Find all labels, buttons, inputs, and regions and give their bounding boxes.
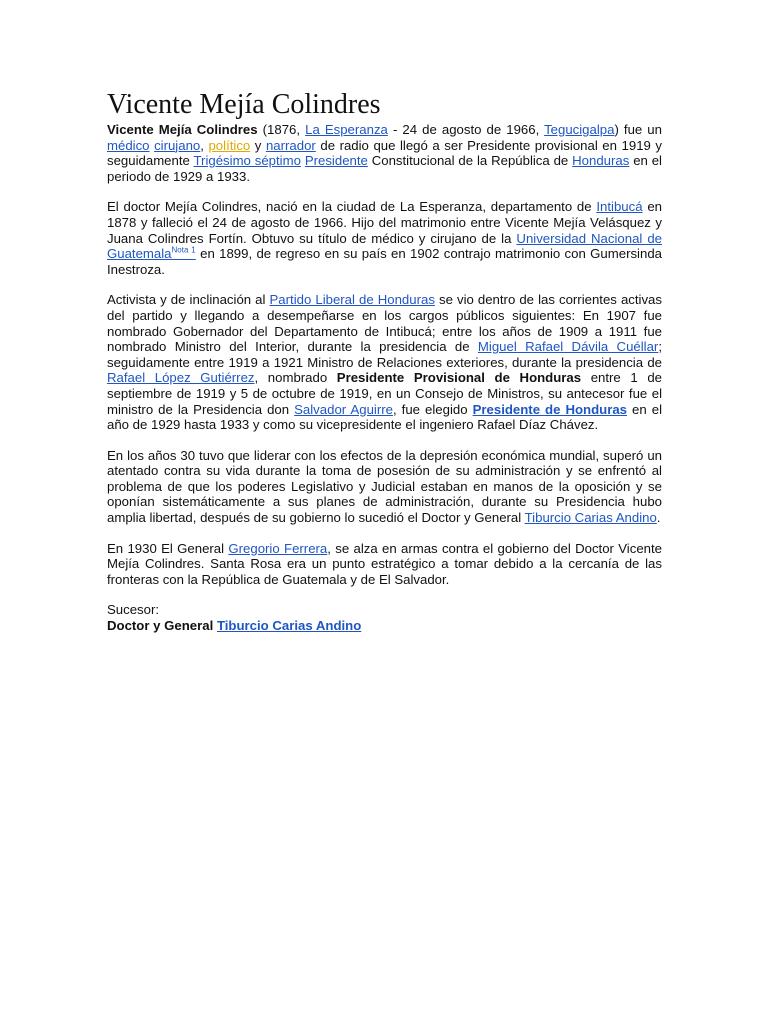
paragraph-uprising: En 1930 El General Gregorio Ferrera, se alza en armas contra el gobierno del Doctor Vicente Mejía Colindres. Santa Rosa era un punto estratégico a tomar debido a la cercanía de las fronteras con la República de Guatemala y de El Salvador.: [107, 540, 662, 587]
link-salvador-aguirre[interactable]: Salvador Aguirre: [294, 401, 393, 417]
link-la-esperanza[interactable]: La Esperanza: [305, 122, 388, 137]
link-gregorio-ferrera[interactable]: Gregorio Ferrera: [228, 540, 328, 556]
paragraph-intro: Vicente Mejía Colindres (1876, La Esperanza - 24 de agosto de 1966, Tegucigalpa) fue un médico cirujano, político y narrador de radio que llegó a ser Presidente provisional en 1919 y seguidamente Trigésimo séptimo Presidente Constitucional de la República de Honduras en el periodo de 1929 a 1933.: [107, 122, 662, 184]
link-presidente[interactable]: Presidente: [304, 153, 368, 169]
link-politico[interactable]: político: [208, 137, 251, 153]
link-narrador[interactable]: narrador: [265, 137, 316, 153]
link-cirujano[interactable]: cirujano: [154, 137, 201, 153]
link-intibuca[interactable]: Intibucá: [596, 199, 643, 215]
link-partido-liberal[interactable]: Partido Liberal de Honduras: [269, 292, 435, 308]
successor-line: Doctor y General Tiburcio Carias Andino: [107, 618, 362, 634]
subject-name: Vicente Mejía Colindres: [107, 122, 258, 137]
document-page: [107, 88, 662, 634]
successor-label: Sucesor:: [107, 602, 160, 618]
link-presidente-de-honduras[interactable]: Presidente de Honduras: [472, 401, 628, 417]
footnote-marker[interactable]: Nota 1: [171, 245, 196, 255]
link-tegucigalpa[interactable]: Tegucigalpa: [544, 122, 615, 137]
page-title: Vicente Mejía Colindres: [107, 89, 381, 120]
link-trigesimo-septimo[interactable]: Trigésimo séptimo: [193, 153, 301, 169]
paragraph-biography: El doctor Mejía Colindres, nació en la ciudad de La Esperanza, departamento de Intibucá en 1878 y falleció el 24 de agosto de 1966. Hijo del matrimonio entre Vicente Mejía Velásquez y Juana Colindres Fortín. Obtuvo su título de médico y cirujano de la Universidad Nacional de Guatemala$^{Nota 1}$ en 1899, de regreso en su país en 1902 contrajo matrimonio con Gumersinda Inestroza.: [107, 199, 662, 277]
paragraph-presidency: En los años 30 tuvo que liderar con los efectos de la depresión económica mundial, superó un atentado contra su vida durante la toma de posesión de su administración y se enfrentó al problema de que los poderes Legislativo y Judicial estaban en manos de la oposición y se oponían sistemáticamente a sus planes de administración, durante su Presidencia hubo amplia libertad, después de su gobierno lo sucedió el Doctor y General Tiburcio Carias Andino.: [107, 447, 662, 526]
link-miguel-rafael-davila[interactable]: Miguel Rafael Dávila Cuéllar: [477, 339, 659, 355]
provisional-president-title: Presidente Provisional de Honduras: [336, 370, 582, 386]
link-successor-tiburcio-carias[interactable]: Tiburcio Carias Andino: [216, 618, 362, 634]
link-rafael-lopez-gutierrez[interactable]: Rafael López Gutiérrez: [107, 370, 255, 386]
link-medico[interactable]: médico: [107, 137, 150, 153]
paragraph-career: Activista y de inclinación al Partido Liberal de Honduras se vio dentro de las corrientes activas del partido y llegando a desempeñarse en los cargos públicos siguientes: En 1907 fue nombrado Gobernador del Departamento de Intibucá; entre los años de 1909 a 1911 fue nombrado Ministro del Interior, durante la presidencia de Miguel Rafael Dávila Cuéllar; seguidamente entre 1919 a 1921 Ministro de Relaciones exteriores, durante la presidencia de Rafael López Gutiérrez, nombrado Presidente Provisional de Honduras entre 1 de septiembre de 1919 y 5 de octubre de 1919, en un Consejo de Ministros, su antecesor fue el ministro de la Presidencia don Salvador Aguirre, fue elegido Presidente de Honduras en el año de 1929 hasta 1933 y como su vicepresidente el ingeniero Rafael Díaz Chávez.: [107, 292, 662, 433]
link-honduras[interactable]: Honduras: [572, 153, 630, 169]
link-tiburcio-carias[interactable]: Tiburcio Carias Andino: [524, 510, 657, 526]
link-universidad-nacional-guatemala[interactable]: Universidad Nacional de Guatemala$^{Nota 1}$: [107, 230, 662, 262]
